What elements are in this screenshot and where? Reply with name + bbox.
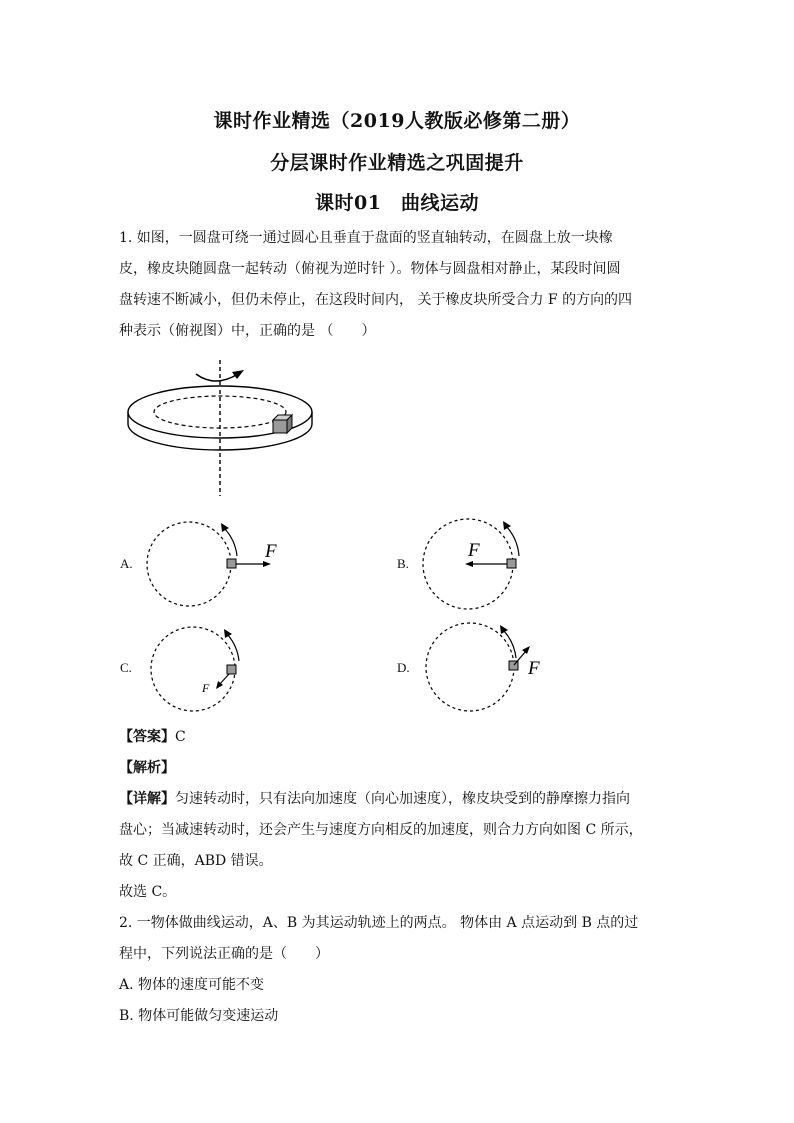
option-a-label: A. [120,556,133,571]
option-b-label: B. [397,556,409,571]
option-b-force-label: F [468,540,480,561]
conclusion-line: 故选 C。 [119,884,177,900]
option-b-figure [420,515,570,615]
answer-value: C [175,729,186,745]
answer-row [119,727,186,747]
q2-option-a: A. 物体的速度可能不变 [119,977,265,993]
analysis-tag: 【解析】 [119,760,175,776]
detail-text-1: 匀速转动时，只有法向加速度（向心加速度），橡皮块受到的静摩擦力指向 [175,791,630,807]
option-d-force-label: F [528,658,540,679]
q2-option-b: B. 物体可能做匀变速运动 [119,1008,279,1024]
detail-line-2: 盘心；当减速转动时，还会产生与速度方向相反的加速度，则合力方向如图 C 所示， [119,822,643,838]
page-title: 课时作业精选（2019人教版必修第二册） [213,110,581,132]
q2-text-line-1: 2. 一物体做曲线运动，A、B 为其运动轨迹上的两点。 物体由 A 点运动到 B 点的过 [119,915,639,931]
option-c-label: C. [120,660,132,675]
q2-text-line-2: 程中，下列说法正确的是（ ） [119,946,329,962]
q1-text-line-4: 种表示（俯视图）中，正确的是 （ ） [119,323,376,339]
q1-text-line-2: 皮，橡皮块随圆盘一起转动（俯视为逆时针 ）。物体与圆盘相对静止，某段时间圆 [119,261,621,277]
page-subtitle: 分层课时作业精选之巩固提升 [270,152,524,174]
option-a-force-label: F [265,541,277,562]
option-c-figure [145,622,295,722]
option-a-figure [145,515,295,615]
option-d-figure [420,622,570,722]
lesson-title: 课时01 曲线运动 [315,192,479,214]
detail-tag: 【详解】 [119,791,175,807]
q1-text-line-1: 1. 如图，一圆盘可绕一通过圆心且垂直于盘面的竖直轴转动，在圆盘上放一块橡 [119,230,613,246]
detail-line-1 [119,789,630,809]
detail-line-3: 故 C 正确，ABD 错误。 [119,853,273,869]
answer-tag: 【答案】 [119,729,175,745]
option-d-label: D. [397,660,410,675]
rotating-disc-figure [120,360,320,500]
q1-text-line-3: 盘转速不断减小，但仍未停止，在这段时间内， 关于橡皮块所受合力 F 的方向的四 [119,292,633,308]
option-c-force-label: F [202,681,210,695]
